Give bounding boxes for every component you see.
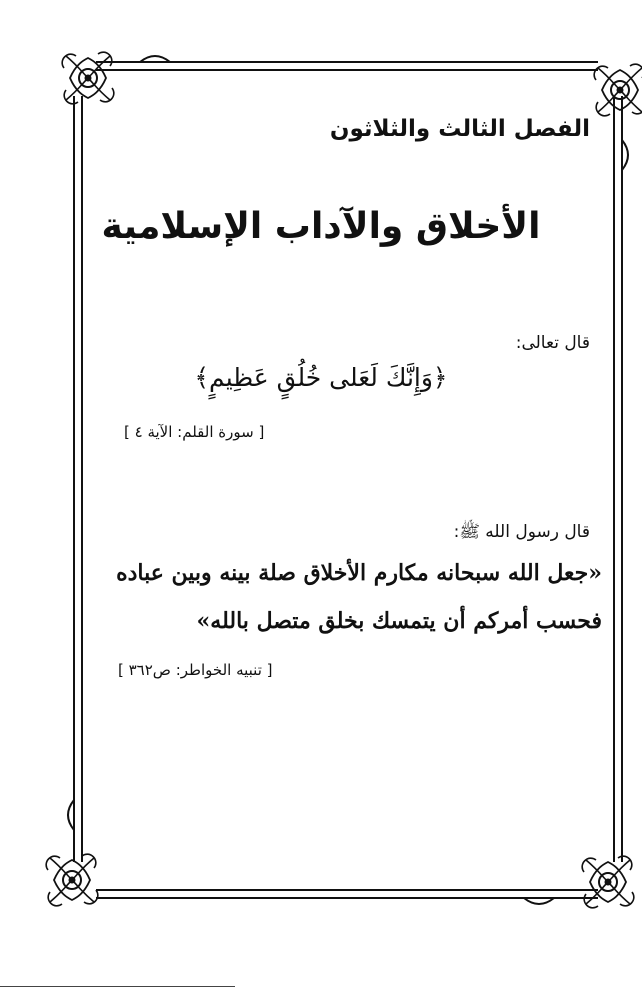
quran-verse: ﴿وَإِنَّكَ لَعَلى خُلُقٍ عَظِيمٍ﴾: [194, 363, 448, 392]
page-title: الأخلاق والآداب الإسلامية: [101, 206, 541, 247]
quote-intro: قال تعالى:: [515, 333, 590, 353]
floral-corner-ornament-icon: [582, 856, 634, 908]
floral-corner-ornament-icon: [46, 854, 98, 906]
hadith-line-1: «جعل الله سبحانه مكارم الأخلاق صلة بينه وبين عباده: [116, 560, 602, 586]
chapter-heading: الفصل الثالث والثلاثون: [329, 116, 590, 142]
verse-reference: [ سورة القلم: الآية ٤ ]: [124, 423, 265, 441]
floral-corner-ornament-icon: [594, 64, 642, 116]
hadith-reference: [ تنبيه الخواطر: ص٣٦٢ ]: [118, 661, 273, 679]
floral-corner-ornament-icon: [62, 52, 114, 104]
hadith-line-2: فحسب أمركم أن يتمسك بخلق متصل بالله»: [196, 608, 602, 634]
footer-divider: [0, 986, 235, 987]
hadith-intro: قال رسول الله ﷺ:: [453, 522, 590, 542]
